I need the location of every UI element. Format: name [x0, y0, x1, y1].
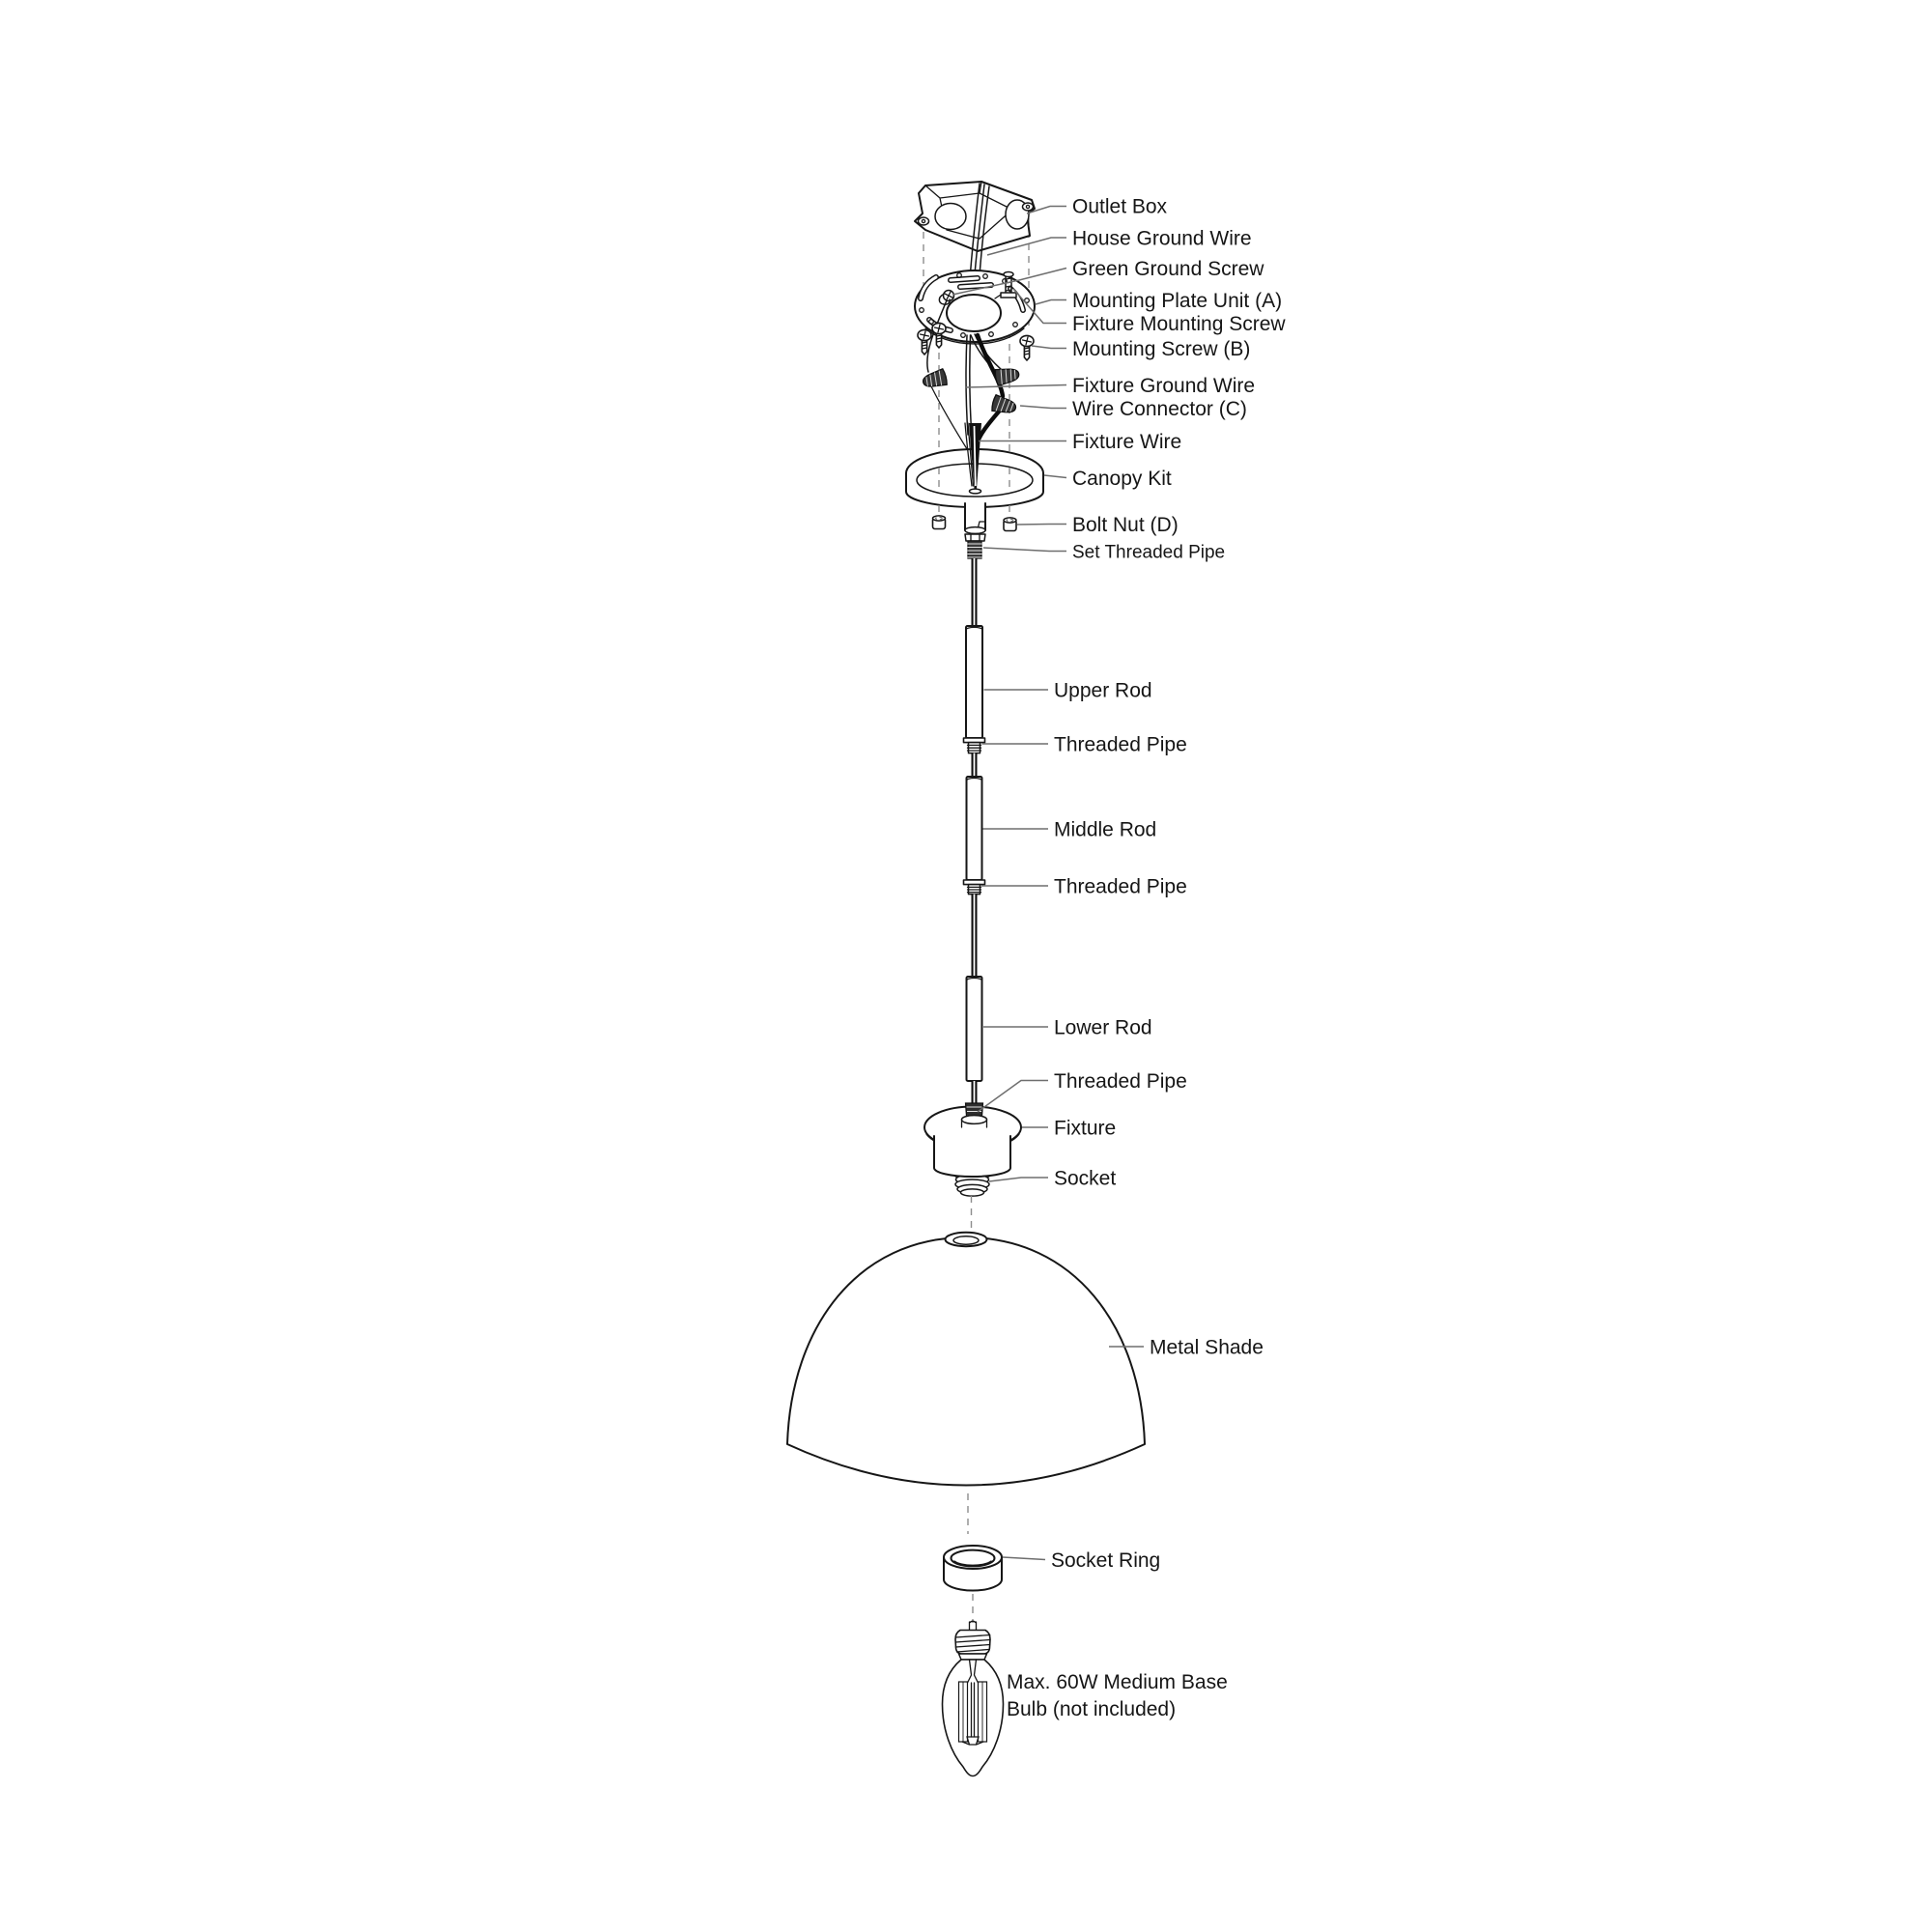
label-mounting-plate-unit: Mounting Plate Unit (A): [1072, 290, 1283, 312]
label-canopy-kit: Canopy Kit: [1072, 468, 1172, 490]
label-metal-shade: Metal Shade: [1150, 1336, 1264, 1359]
wire-connector-1: [922, 368, 949, 390]
label-house-ground-wire: House Ground Wire: [1072, 227, 1252, 250]
label-socket-ring: Socket Ring: [1051, 1549, 1161, 1572]
bulb-drawing: [943, 1621, 1004, 1776]
label-wire-connector-c: Wire Connector (C): [1072, 398, 1247, 420]
label-fixture-mounting-screw: Fixture Mounting Screw: [1072, 313, 1286, 335]
label-socket: Socket: [1054, 1167, 1117, 1190]
label-set-threaded-pipe: Set Threaded Pipe: [1072, 542, 1226, 563]
canopy-stem-tube: [965, 503, 985, 541]
label-bulb-note-line1: Max. 60W Medium Base: [1007, 1671, 1228, 1693]
label-fixture-wire: Fixture Wire: [1072, 431, 1182, 453]
wire-connector-2: [994, 366, 1020, 386]
cord-and-rods: [964, 558, 985, 1105]
label-fixture: Fixture: [1054, 1117, 1117, 1140]
label-threaded-pipe-3: Threaded Pipe: [1054, 1070, 1187, 1093]
label-upper-rod: Upper Rod: [1054, 679, 1152, 702]
outlet-box-drawing: [915, 182, 1035, 251]
canopy-kit-drawing: [906, 423, 1043, 517]
label-outlet-box: Outlet Box: [1072, 195, 1168, 218]
middle-rod-drawing: [967, 777, 982, 880]
set-threaded-pipe-drawing: [968, 541, 982, 558]
lower-rod-drawing: [967, 977, 982, 1081]
metal-shade-drawing: [787, 1233, 1145, 1486]
label-bulb-note-line2: Bulb (not included): [1007, 1698, 1177, 1720]
fixture-drawing: [924, 1103, 1021, 1196]
mounting-plate-drawing: [915, 270, 1035, 344]
label-green-ground-screw: Green Ground Screw: [1072, 258, 1264, 280]
label-threaded-pipe-1: Threaded Pipe: [1054, 733, 1187, 756]
label-lower-rod: Lower Rod: [1054, 1016, 1152, 1039]
label-middle-rod: Middle Rod: [1054, 818, 1157, 841]
label-threaded-pipe-2: Threaded Pipe: [1054, 875, 1187, 898]
bolt-nut-left: [933, 516, 946, 529]
knockout-hole-left: [935, 204, 966, 230]
threaded-pipe-2-drawing: [964, 880, 985, 895]
mounting-screw-2: [1020, 335, 1034, 360]
threaded-pipe-1-drawing: [964, 738, 985, 753]
socket-ring-drawing: [944, 1546, 1002, 1591]
upper-rod-drawing: [966, 626, 982, 738]
part-labels: [1007, 196, 1286, 1721]
label-mounting-screw-b: Mounting Screw (B): [1072, 338, 1251, 360]
bulb-glass: [943, 1660, 1004, 1776]
label-fixture-ground-wire: Fixture Ground Wire: [1072, 375, 1256, 397]
label-bolt-nut-d: Bolt Nut (D): [1072, 514, 1179, 536]
bolt-nut-right: [1004, 518, 1016, 531]
